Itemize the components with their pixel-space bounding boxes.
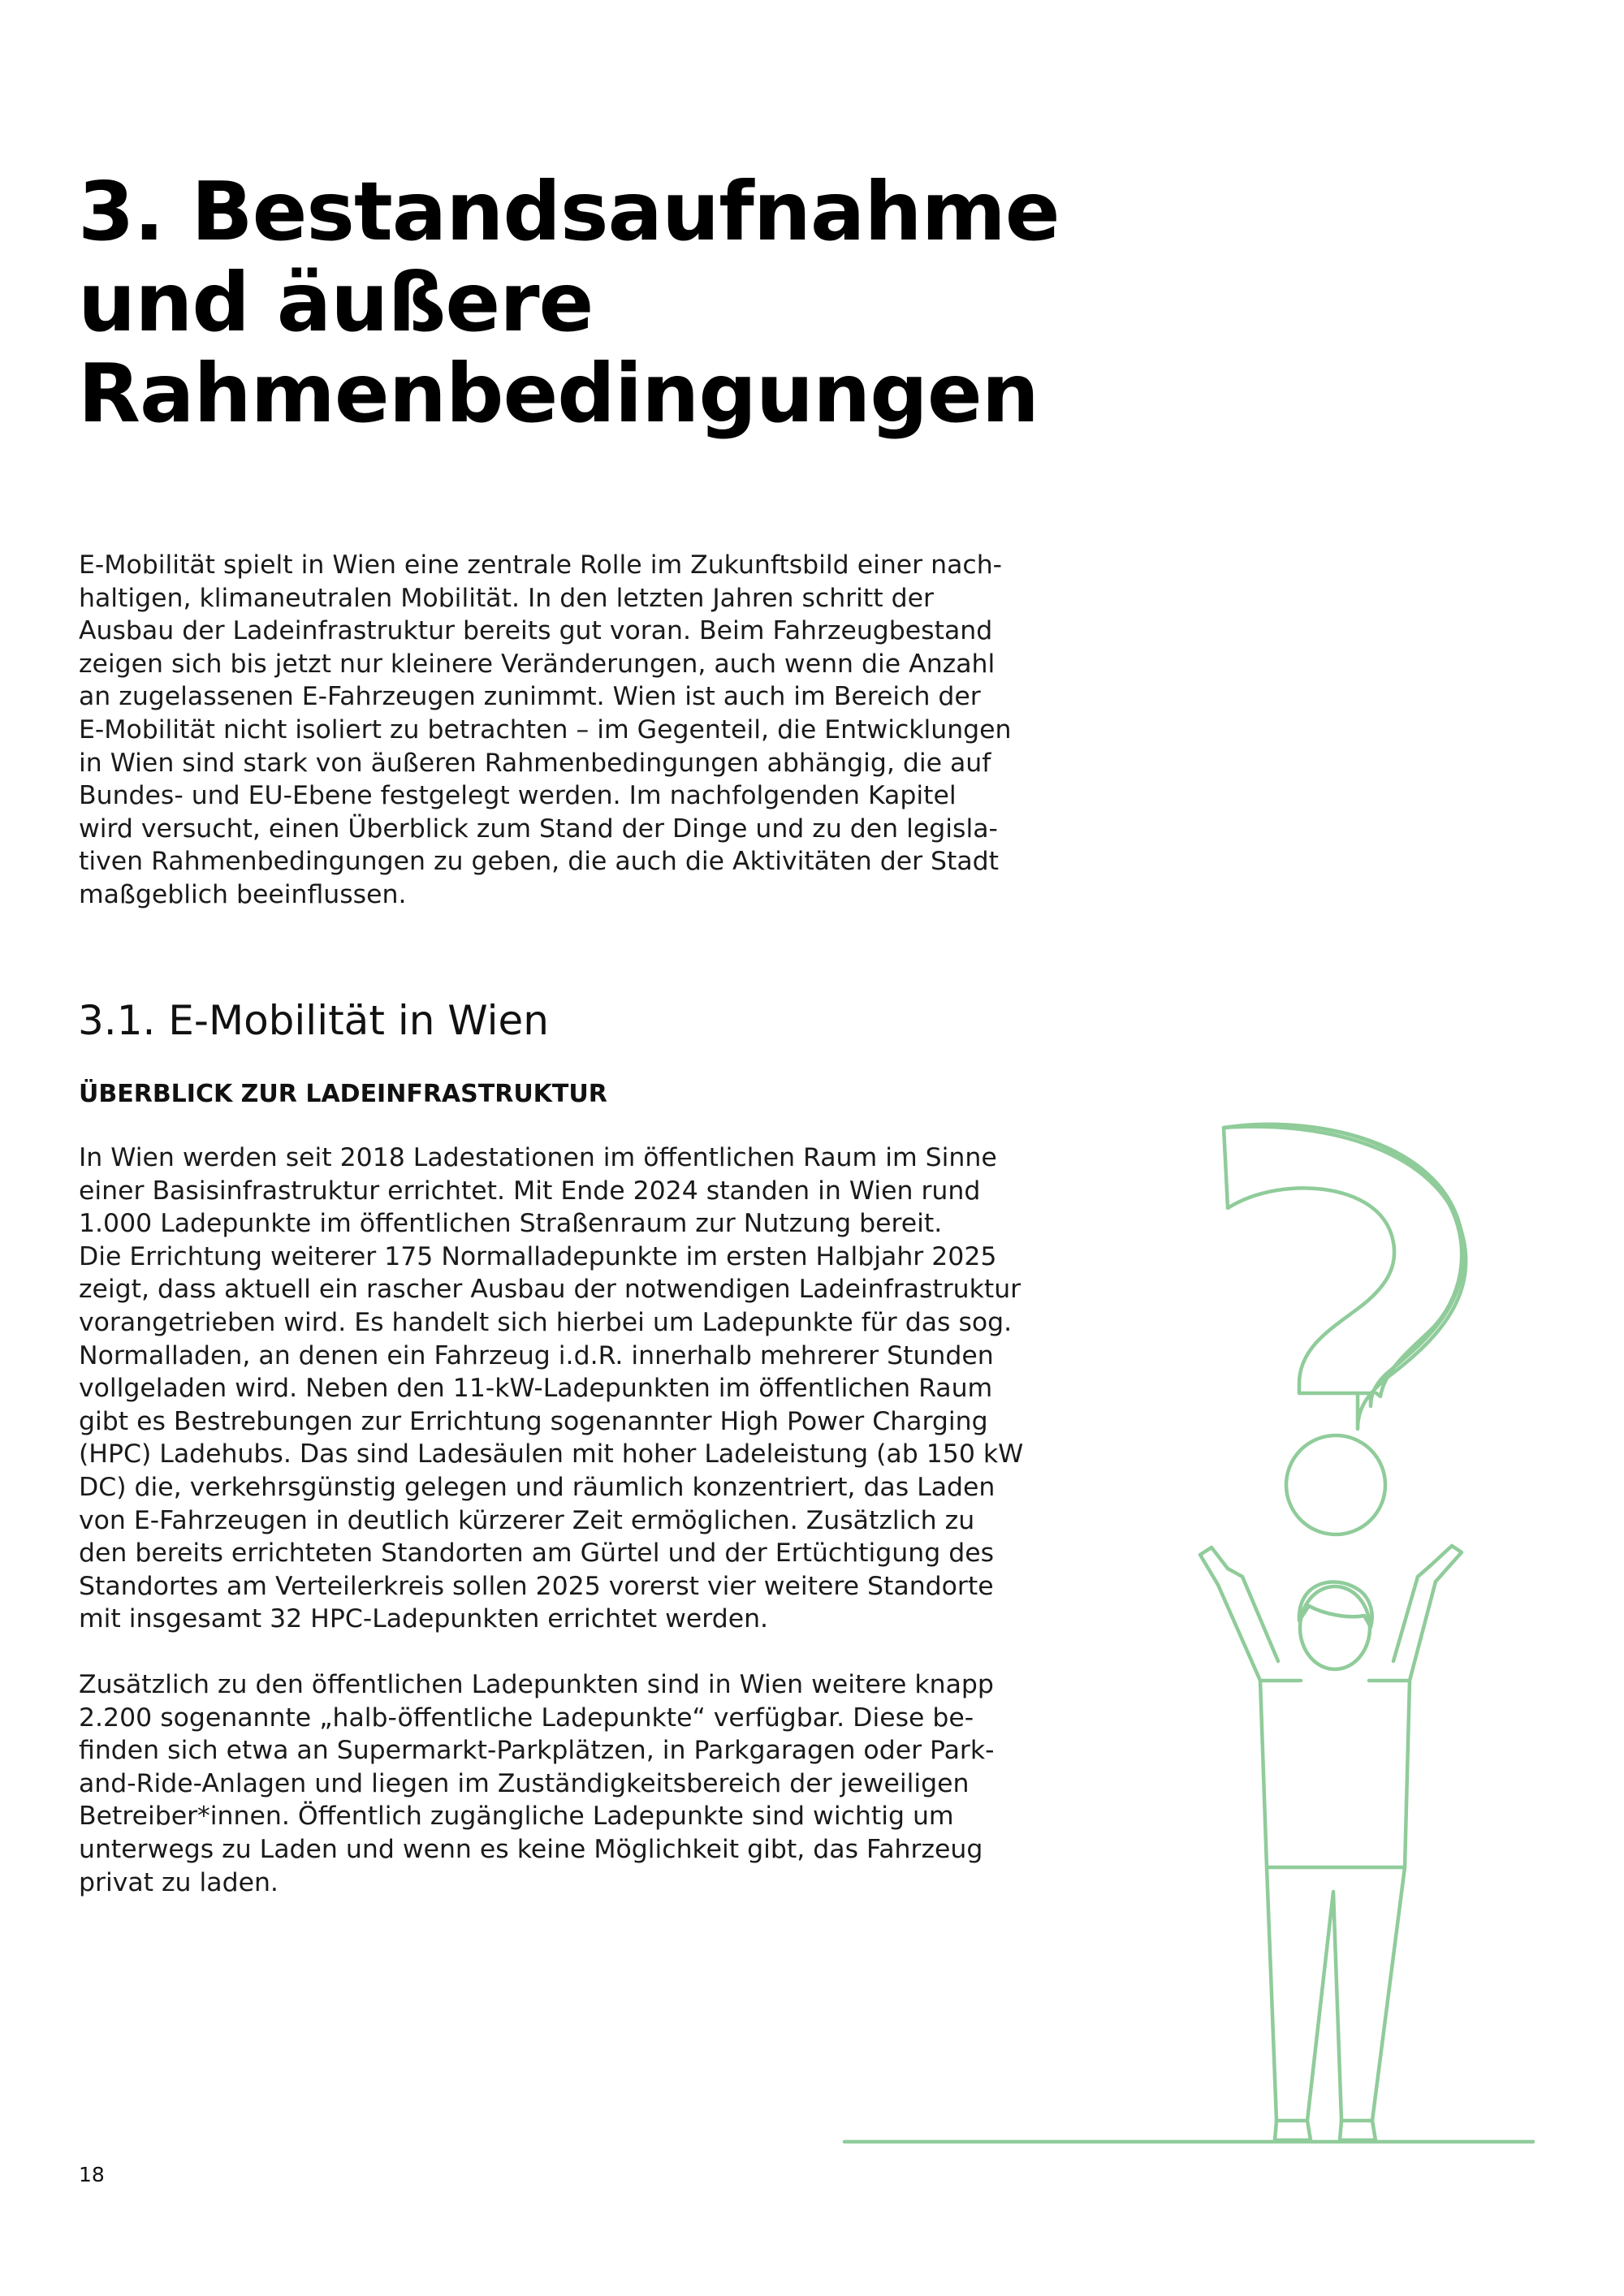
person-feet: [1275, 2121, 1376, 2140]
illustration-strokes: [844, 1124, 1533, 2142]
chapter-title-line: und äußere: [78, 255, 594, 350]
chapter-title: [78, 164, 1060, 441]
question-mark-shape: [1224, 1124, 1463, 1406]
person-with-question-mark-icon: [828, 1112, 1559, 2168]
section-heading: 3.1. E-Mobilität in Wien: [78, 997, 549, 1044]
person-left-arm: [1200, 1547, 1301, 1681]
person-right-arm: [1369, 1546, 1462, 1681]
question-mark-hook: [1224, 1127, 1466, 1429]
person-hair: [1299, 1582, 1372, 1627]
question-mark-outline: [1224, 1124, 1462, 1396]
section-subheading: ÜBERBLICK ZUR LADEINFRASTRUKTUR: [79, 1080, 607, 1108]
person-legs: [1267, 1867, 1405, 2121]
intro-paragraph: E-Mobilität spielt in Wien eine zentrale Rolle im Zukunftsbild einer nach- haltigen, klimaneutralen Mobilität. In den letzten Jahren schritt der Ausbau der Ladeinfrastruktur bereits gut voran. Beim Fahrzeugbestand zeigen sich bis jetzt nur kleinere Veränderungen, auch wenn die Anzahl an zugelassenen E-Fahrzeugen zunimmt. Wien ist auch im Bereich der E-Mobilität nicht isoliert zu betrachten – im Gegenteil, die Entwicklungen in Wien sind stark von äußeren Rahmenbedingungen abhängig, die auf Bundes- und EU-Ebene festgelegt werden. Im nachfolgenden Kapitel wird versucht, einen Überblick zum Stand der Dinge und zu den legisla- tiven Rahmenbedingungen zu geben, die auch die Aktivitäten der Stadt maßgeblich beeinflussen.: [79, 550, 1012, 909]
chapter-title-line: Rahmenbedingungen: [78, 346, 1039, 441]
chapter-title-line: 3. Bestandsaufnahme: [78, 164, 1060, 259]
person-torso: [1260, 1681, 1410, 1867]
question-mark-dot: [1286, 1435, 1385, 1534]
person-head: [1300, 1586, 1370, 1669]
section-paragraph-1: In Wien werden seit 2018 Ladestationen im öffentlichen Raum im Sinne einer Basisinfrastruktur errichtet. Mit Ende 2024 standen in Wien rund 1.000 Ladepunkte im öffentlichen Straßenraum zur Nutzung bereit. Die Errichtung weiterer 175 Normalladepunkte im ersten Halbjahr 2025 zeigt, dass aktuell ein rascher Ausbau der notwendigen Ladeinfrastruktur vorangetrieben wird. Es handelt sich hierbei um Ladepunkte für das sog. Normalladen, an denen ein Fahrzeug i.d.R. innerhalb mehrerer Stunden vollgeladen wird. Neben den 11-kW-Ladepunkten im öffentlichen Raum gibt es Bestrebungen zur Errichtung sogenannter High Power Charging (HPC) Ladehubs. Das sind Ladesäulen mit hoher Ladeleistung (ab 150 kW DC) die, verkehrsgünstig gelegen und räumlich konzentriert, das Laden von E-Fahrzeugen in deutlich kürzerer Zeit ermöglichen. Zusätzlich zu den bereits errichteten Standorten am Gürtel und der Ertüchtigung des Standortes am Verteilerkreis sollen 2025 vorerst vier weitere Standorte mit insgesamt 32 HPC-Ladepunkten errichtet werden.: [79, 1143, 1024, 1634]
section-paragraph-2: Zusätzlich zu den öffentlichen Ladepunkten sind in Wien weitere knapp 2.200 sogenannte „halb-öffentliche Ladepunkte“ verfügbar. Diese be- finden sich etwa an Supermarkt-Parkplätzen, in Parkgaragen oder Park- and-Ride-Anlagen und liegen im Zuständigkeitsbereich der jeweiligen Betreiber*innen. Öffentlich zugängliche Ladepunkte sind wichtig um unterwegs zu Laden und wenn es keine Möglichkeit gibt, das Fahrzeug privat zu laden.: [79, 1670, 995, 1897]
page-number: 18: [79, 2163, 105, 2186]
